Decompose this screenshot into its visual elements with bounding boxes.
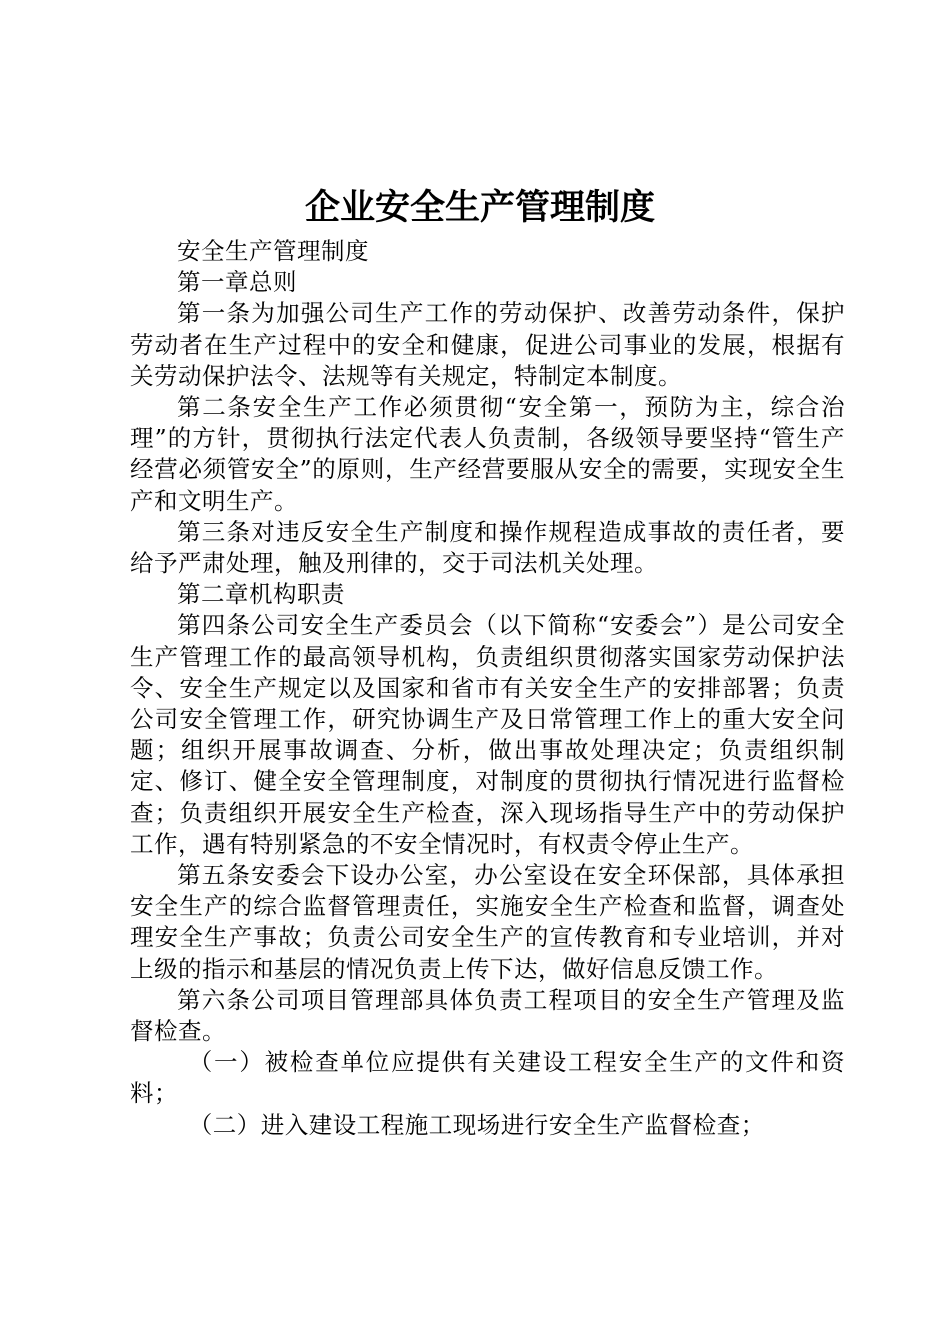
list-item-1: （一）被检查单位应提供有关建设工程安全生产的文件和资料； bbox=[130, 1048, 845, 1108]
document-title: 企业安全生产管理制度 bbox=[304, 187, 655, 228]
article-2: 第二条安全生产工作必须贯彻“安全第一，预防为主，综合治理”的方针，贯彻执行法定代表人负责制，各级领导要坚持“管生产经营必须管安全”的原则，生产经营要服从安全的需要，实现安全生产和文明生产。 bbox=[130, 393, 845, 515]
document-body bbox=[130, 236, 845, 1141]
paragraph-subtitle: 安全生产管理制度 bbox=[177, 237, 369, 265]
chapter-heading-1: 第一章总则 bbox=[177, 268, 297, 297]
article-6: 第六条公司项目管理部具体负责工程项目的安全生产管理及监督检查。 bbox=[130, 985, 845, 1046]
list-item-2: （二）进入建设工程施工现场进行安全生产监督检查； bbox=[188, 1110, 765, 1139]
article-3: 第三条对违反安全生产制度和操作规程造成事故的责任者，要给予严肃处理，触及刑律的，交于司法机关处理。 bbox=[130, 517, 845, 578]
article-1: 第一条为加强公司生产工作的劳动保护、改善劳动条件，保护劳动者在生产过程中的安全和健康，促进公司事业的发展，根据有关劳动保护法令、法规等有关规定，特制定本制度。 bbox=[130, 299, 845, 390]
chapter-heading-2: 第二章机构职责 bbox=[177, 580, 345, 609]
article-5: 第五条安委会下设办公室，办公室设在安全环保部，具体承担安全生产的综合监督管理责任，实施安全生产检查和监督，调查处理安全生产事故；负责公司安全生产的宣传教育和专业培训，并对上级的指示和基层的情况负责上传下达，做好信息反馈工作。 bbox=[130, 861, 845, 983]
article-4: 第四条公司安全生产委员会（以下简称“安委会”）是公司安全生产管理工作的最高领导机构，负责组织贯彻落实国家劳动保护法令、安全生产规定以及国家和省市有关安全生产的安排部署；负责公司安全管理工作，研究协调生产及日常管理工作上的重大安全问题；组织开展事故调查、分析，做出事故处理决定；负责组织制定、修订、健全安全管理制度，对制度的贯彻执行情况进行监督检查；负责组织开展安全生产检查，深入现场指导生产中的劳动保护工作，遇有特别紧急的不安全情况时，有权责令停止生产。 bbox=[130, 611, 845, 858]
